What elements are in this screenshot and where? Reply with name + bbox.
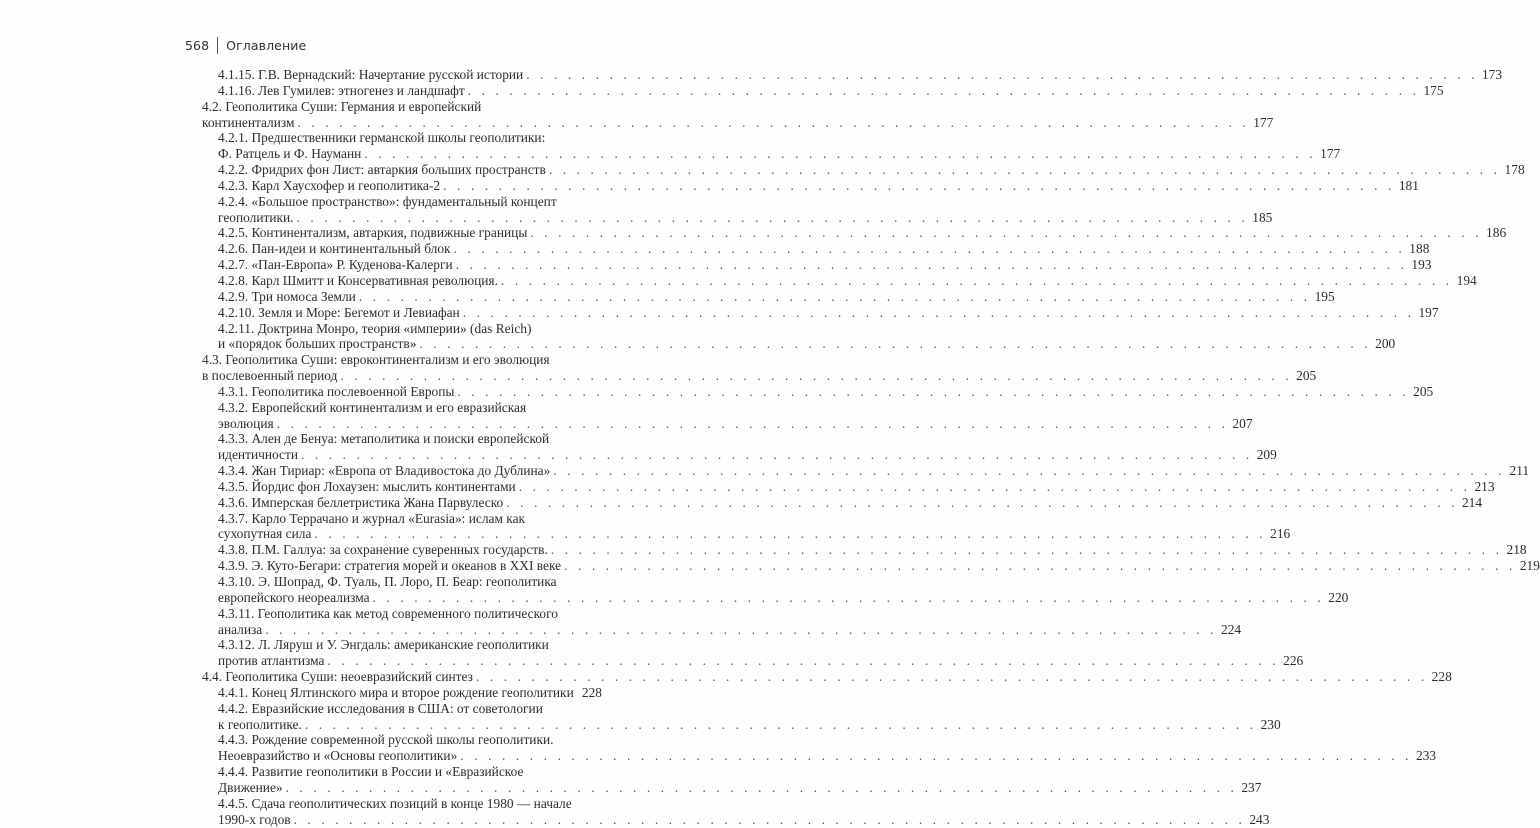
- toc-page-number: 175: [1423, 82, 1444, 98]
- leader-dots: . . . . . . . . . . . . . . . . . . . . . . . . . . . . . . . . . . . . . . . . . . . . . . . . . . . . . . . . . . . . . . . . . . . . .: [296, 209, 1249, 225]
- toc-entry-row: [218, 526, 1291, 542]
- toc-entry-title-line: в послевоенный период: [202, 368, 338, 384]
- toc-page-number: 218: [1506, 542, 1527, 558]
- toc-entry-title-line: анализа: [218, 621, 263, 637]
- toc-entry-title-line: 4.4.3. Рождение современной русской школы геополитики.: [218, 732, 554, 748]
- header-divider: [217, 37, 218, 54]
- toc-entry-row: [218, 447, 1277, 463]
- leader-dots: . . . . . . . . . . . . . . . . . . . . . . . . . . . . . . . . . . . . . . . . . . . . . . . . . . . . . . . . . . . . . . . . . . . . .: [506, 494, 1459, 510]
- toc-subsection-entry: [202, 637, 1304, 669]
- toc-entry-title-line: 4.3.5. Йордис фон Лохаузен: мыслить континентами: [218, 478, 516, 494]
- toc-entry-title-line: эволюция: [218, 415, 274, 431]
- toc-entry-title-line: 4.3.2. Европейский континентализм и его евразийская: [218, 399, 527, 415]
- leader-dots: . . . . . . . . . . . . . . . . . . . . . . . . . . . . . . . . . . . . . . . . . . . . . . . . . . . . . . . . . . . . . . . . . . . . .: [462, 304, 1415, 320]
- leader-dots: [577, 685, 578, 701]
- toc-subsection-entry: [202, 399, 1253, 432]
- toc-entry-row: [218, 257, 1432, 273]
- toc-page-number: 186: [1486, 225, 1507, 241]
- toc-page-number: 194: [1456, 272, 1477, 288]
- toc-entry-title-line: против атлантизма: [218, 653, 325, 669]
- leader-dots: . . . . . . . . . . . . . . . . . . . . . . . . . . . . . . . . . . . . . . . . . . . . . . . . . . . . . . . . . . . . . . . . . . . . .: [285, 779, 1238, 795]
- toc-page-number: 219: [1519, 558, 1540, 574]
- toc-entry-row: [218, 225, 1507, 241]
- toc-entry-title-line: идентичности: [218, 447, 298, 463]
- toc-entry-row: [218, 336, 1396, 352]
- toc-subsection-entry: [202, 241, 1430, 257]
- toc-entry-title-line: 4.4.2. Евразийские исследования в США: от советологии: [218, 700, 543, 716]
- toc-entry-row: [218, 589, 1349, 606]
- toc-page-number: 228: [581, 684, 602, 700]
- toc-entry-title-line: 4.3.9. Э. Куто-Бегари: стратегия морей и океанов в XXI веке: [218, 558, 562, 574]
- leader-dots: . . . . . . . . . . . . . . . . . . . . . . . . . . . . . . . . . . . . . . . . . . . . . . . . . . . . . . . . . . . . . . . . . . . . .: [460, 748, 1413, 764]
- toc-page-number: 197: [1418, 304, 1439, 320]
- leader-dots: . . . . . . . . . . . . . . . . . . . . . . . . . . . . . . . . . . . . . . . . . . . . . . . . . . . . . . . . . . . . . . . . . . . . .: [327, 653, 1280, 669]
- toc-entry-row: [218, 304, 1439, 321]
- toc-entry-row: [218, 478, 1495, 495]
- toc-entry-title-line: 4.2.2. Фридрих фон Лист: автаркия больших пространств: [218, 162, 546, 178]
- toc-entry-title-line: 4.1.15. Г.В. Вернадский: Начертание русской истории: [218, 67, 524, 82]
- toc-entry-title-line: 4.2.6. Пан-идеи и континентальный блок: [218, 241, 451, 257]
- toc-page-number: 226: [1283, 653, 1304, 669]
- toc-entry-title-line: 4.3.11. Геополитика как метод современного политического: [218, 605, 558, 621]
- toc-entry-row: [202, 114, 1274, 131]
- toc-section-entry: [202, 352, 1317, 384]
- toc-entry-title-line: 4.2.1. Предшественники германской школы геополитики:: [218, 130, 546, 146]
- toc-section-entry: [202, 669, 1452, 685]
- toc-subsection-entry: [202, 225, 1507, 241]
- toc-page-number: 211: [1509, 463, 1530, 479]
- leader-dots: . . . . . . . . . . . . . . . . . . . . . . . . . . . . . . . . . . . . . . . . . . . . . . . . . . . . . . . . . . . . . . . . . . . . .: [358, 288, 1311, 304]
- toc-entry-title-line: Движение»: [218, 779, 283, 795]
- toc-entry-row: [218, 494, 1483, 511]
- toc-page-number: 178: [1504, 162, 1525, 178]
- toc-entry-title-line: европейского неореализма: [218, 589, 370, 605]
- toc-page-number: 195: [1314, 288, 1335, 304]
- leader-dots: . . . . . . . . . . . . . . . . . . . . . . . . . . . . . . . . . . . . . . . . . . . . . . . . . . . . . . . . . . . . . . . . . . . . .: [419, 336, 1372, 352]
- toc-entry-title-line: 1990-х годов: [218, 811, 291, 827]
- toc-entry-title-line: 4.2. Геополитика Суши: Германия и европейский: [202, 98, 482, 114]
- toc-entry-title-line: 4.1.16. Лев Гумилев: этногенез и ландшафт: [218, 82, 465, 98]
- toc-page-number: 220: [1328, 589, 1349, 605]
- toc-entry-row: [202, 669, 1452, 685]
- toc-entry-title-line: 4.2.10. Земля и Море: Бегемот и Левиафан: [218, 304, 460, 320]
- toc-entry-row: [218, 653, 1304, 669]
- toc-page-number: 207: [1232, 415, 1253, 431]
- running-header: [185, 36, 306, 54]
- toc-subsection-entry: [202, 463, 1530, 479]
- toc-subsection-entry: [202, 431, 1277, 463]
- toc-entry-title-line: 4.3.1. Геополитика послевоенной Европы: [218, 383, 455, 399]
- toc-subsection-entry: [202, 700, 1281, 733]
- leader-dots: . . . . . . . . . . . . . . . . . . . . . . . . . . . . . . . . . . . . . . . . . . . . . . . . . . . . . . . . . . . . . . . . . . . . .: [304, 716, 1257, 732]
- toc-page-number: 193: [1411, 257, 1432, 273]
- toc-subsection-entry: [202, 67, 1503, 83]
- leader-dots: . . . . . . . . . . . . . . . . . . . . . . . . . . . . . . . . . . . . . . . . . . . . . . . . . . . . . . . . . . . . . . . . . . . . .: [453, 241, 1406, 257]
- toc-subsection-entry: [202, 558, 1540, 574]
- toc-entry-title-line: 4.3.6. Имперская беллетристика Жана Парвулеско: [218, 494, 504, 510]
- leader-dots: . . . . . . . . . . . . . . . . . . . . . . . . . . . . . . . . . . . . . . . . . . . . . . . . . . . . . . . . . . . . . . . . . . . . .: [372, 589, 1325, 605]
- toc-subsection-entry: [202, 82, 1444, 99]
- toc-subsection-entry: [202, 193, 1273, 226]
- toc-entry-title-line: 4.3. Геополитика Суши: евроконтинентализм и его эволюция: [202, 352, 550, 368]
- toc-entry-row: [202, 368, 1317, 384]
- toc-entry-title-line: и «порядок больших пространств»: [218, 336, 417, 352]
- leader-dots: . . . . . . . . . . . . . . . . . . . . . . . . . . . . . . . . . . . . . . . . . . . . . . . . . . . . . . . . . . . . . . . . . . . . .: [455, 257, 1408, 273]
- leader-dots: . . . . . . . . . . . . . . . . . . . . . . . . . . . . . . . . . . . . . . . . . . . . . . . . . . . . . . . . . . . . . . . . . . . . .: [475, 669, 1428, 685]
- toc-entry-row: [218, 82, 1444, 99]
- leader-dots: . . . . . . . . . . . . . . . . . . . . . . . . . . . . . . . . . . . . . . . . . . . . . . . . . . . . . . . . . . . . . . . . . . . . .: [467, 82, 1420, 98]
- leader-dots: . . . . . . . . . . . . . . . . . . . . . . . . . . . . . . . . . . . . . . . . . . . . . . . . . . . . . . . . . . . . . . . . . . . . .: [500, 272, 1453, 288]
- leader-dots: . . . . . . . . . . . . . . . . . . . . . . . . . . . . . . . . . . . . . . . . . . . . . . . . . . . . . . . . . . . . . . . . . . . . .: [340, 368, 1293, 384]
- toc-entry-row: [218, 463, 1530, 479]
- toc-subsection-entry: [202, 272, 1477, 289]
- toc-entry-title-line: континентализм: [202, 114, 295, 130]
- toc-subsection-entry: [202, 494, 1483, 511]
- toc-entry-row: [218, 685, 602, 701]
- toc-entry-title-line: 4.2.5. Континентализм, автаркия, подвижные границы: [218, 225, 528, 241]
- toc-entry-title-line: 4.3.3. Ален де Бенуа: метаполитика и поиски европейской: [218, 431, 550, 447]
- toc-entry-row: [218, 383, 1434, 400]
- toc-page-number: 177: [1320, 146, 1341, 162]
- toc-entry-row: [218, 779, 1262, 796]
- toc-entry-title-line: 4.4.4. Развитие геополитики в России и «Евразийское: [218, 764, 524, 780]
- leader-dots: . . . . . . . . . . . . . . . . . . . . . . . . . . . . . . . . . . . . . . . . . . . . . . . . . . . . . . . . . . . . . . . . . . . . .: [314, 526, 1267, 542]
- toc-subsection-entry: [202, 320, 1396, 353]
- leader-dots: . . . . . . . . . . . . . . . . . . . . . . . . . . . . . . . . . . . . . . . . . . . . . . . . . . . . . . . . . . . . . . . . . . . . .: [564, 558, 1516, 574]
- leader-dots: . . . . . . . . . . . . . . . . . . . . . . . . . . . . . . . . . . . . . . . . . . . . . . . . . . . . . . . . . . . . . . . . . . . . .: [301, 447, 1253, 463]
- toc-entry-title-line: 4.2.8. Карл Шмитт и Консервативная революция.: [218, 272, 498, 288]
- toc-entry-row: [218, 716, 1281, 733]
- toc-entry-title-line: 4.3.10. Э. Шопрад, Ф. Туаль, П. Лоро, П. Беар: геополитика: [218, 574, 557, 589]
- toc-entry-row: [218, 177, 1419, 194]
- toc-entry-title-line: 4.3.7. Карло Террачано и журнал «Eurasia»: ислам как: [218, 510, 526, 526]
- toc-entry-title-line: 4.2.7. «Пан-Европа» Р. Куденова-Калерги: [218, 257, 453, 273]
- leader-dots: . . . . . . . . . . . . . . . . . . . . . . . . . . . . . . . . . . . . . . . . . . . . . . . . . . . . . . . . . . . . . . . . . . . . .: [548, 162, 1501, 178]
- toc-page-number: 243: [1249, 811, 1270, 827]
- toc-entry-row: [218, 621, 1242, 638]
- toc-entry-row: [218, 542, 1527, 558]
- toc-subsection-entry: [202, 764, 1262, 796]
- toc-subsection-entry: [202, 177, 1419, 194]
- toc-entry-row: [218, 241, 1430, 257]
- leader-dots: . . . . . . . . . . . . . . . . . . . . . . . . . . . . . . . . . . . . . . . . . . . . . . . . . . . . . . . . . . . . . . . . . . . . .: [297, 114, 1250, 130]
- toc-entry-title-line: 4.2.9. Три номоса Земли: [218, 288, 356, 304]
- toc-page-number: 216: [1270, 526, 1291, 542]
- toc-subsection-entry: [202, 685, 602, 701]
- toc-entry-title-line: 4.3.8. П.М. Галлуа: за сохранение суверенных государств.: [218, 542, 548, 558]
- toc-entry-title-line: к геополитике.: [218, 716, 302, 732]
- toc-entry-row: [218, 811, 1270, 828]
- leader-dots: . . . . . . . . . . . . . . . . . . . . . . . . . . . . . . . . . . . . . . . . . . . . . . . . . . . . . . . . . . . . . . . . . . . . .: [443, 177, 1395, 193]
- leader-dots: . . . . . . . . . . . . . . . . . . . . . . . . . . . . . . . . . . . . . . . . . . . . . . . . . . . . . . . . . . . . . . . . . . . . .: [530, 225, 1483, 241]
- toc-page-number: 237: [1241, 779, 1262, 795]
- toc-entry-row: [218, 162, 1525, 178]
- toc-entry-title-line: геополитики.: [218, 209, 294, 225]
- toc-page-number: 228: [1431, 669, 1452, 685]
- toc-subsection-entry: [202, 257, 1432, 273]
- leader-dots: . . . . . . . . . . . . . . . . . . . . . . . . . . . . . . . . . . . . . . . . . . . . . . . . . . . . . . . . . . . . . . . . . . . . .: [265, 621, 1218, 637]
- toc-entry-title-line: 4.2.4. «Большое пространство»: фундаментальный концепт: [218, 193, 557, 209]
- page-number: 568: [185, 37, 210, 53]
- toc-entry-title-line: Ф. Ратцель и Ф. Науманн: [218, 146, 362, 162]
- toc-page-number: 177: [1253, 114, 1274, 130]
- toc-subsection-entry: [202, 542, 1527, 558]
- toc-entry-title-line: Неоевразийство и «Основы геополитики»: [218, 748, 458, 764]
- toc-subsection-entry: [202, 574, 1349, 606]
- toc-page-number: 200: [1375, 336, 1396, 352]
- section-title: Оглавление: [226, 37, 307, 53]
- leader-dots: . . . . . . . . . . . . . . . . . . . . . . . . . . . . . . . . . . . . . . . . . . . . . . . . . . . . . . . . . . . . . . . . . . . . .: [276, 415, 1229, 431]
- toc-subsection-entry: [202, 288, 1335, 305]
- toc-entry-row: [218, 748, 1437, 764]
- toc-entry-title-line: сухопутная сила: [218, 526, 312, 542]
- toc-page-number: 214: [1461, 494, 1483, 510]
- leader-dots: . . . . . . . . . . . . . . . . . . . . . . . . . . . . . . . . . . . . . . . . . . . . . . . . . . . . . . . . . . . . . . . . . . . . .: [364, 146, 1317, 162]
- toc-page-number: 173: [1481, 67, 1503, 82]
- toc-page-number: 224: [1221, 621, 1242, 637]
- toc-subsection-entry: [202, 795, 1270, 828]
- toc-entry-row: [218, 272, 1477, 289]
- toc-entry-row: [218, 67, 1503, 83]
- toc-page-number: 205: [1413, 383, 1434, 399]
- toc-entry-title-line: 4.4.5. Сдача геополитических позиций в конце 1980 — начале: [218, 795, 572, 811]
- toc-page-number: 205: [1296, 368, 1317, 384]
- toc-entry-row: [218, 288, 1335, 305]
- leader-dots: . . . . . . . . . . . . . . . . . . . . . . . . . . . . . . . . . . . . . . . . . . . . . . . . . . . . . . . . . . . . . . . . . . . . .: [457, 383, 1410, 399]
- toc-subsection-entry: [202, 304, 1439, 321]
- toc-page-number: 230: [1260, 716, 1281, 732]
- toc-subsection-entry: [202, 383, 1434, 400]
- toc-entry-title-line: 4.3.12. Л. Ляруш и У. Энгдаль: американские геополитики: [218, 637, 549, 653]
- toc-subsection-entry: [202, 510, 1291, 543]
- toc-subsection-entry: [202, 478, 1495, 495]
- leader-dots: . . . . . . . . . . . . . . . . . . . . . . . . . . . . . . . . . . . . . . . . . . . . . . . . . . . . . . . . . . . . . . . . . . . . .: [293, 811, 1246, 827]
- toc-page-number: 181: [1398, 177, 1419, 193]
- toc-subsection-entry: [202, 162, 1525, 178]
- toc-page-number: 188: [1409, 241, 1430, 257]
- toc-entry-row: [218, 146, 1341, 162]
- leader-dots: . . . . . . . . . . . . . . . . . . . . . . . . . . . . . . . . . . . . . . . . . . . . . . . . . . . . . . . . . . . . . . . . . . . . .: [553, 463, 1506, 479]
- toc-subsection-entry: [202, 605, 1242, 638]
- toc-entry-row: [218, 558, 1540, 574]
- toc-entry-row: [218, 209, 1273, 226]
- toc-entry-title-line: 4.2.3. Карл Хаусхофер и геополитика-2: [218, 177, 441, 193]
- leader-dots: . . . . . . . . . . . . . . . . . . . . . . . . . . . . . . . . . . . . . . . . . . . . . . . . . . . . . . . . . . . . . . . . . . . . .: [526, 67, 1479, 82]
- leader-dots: . . . . . . . . . . . . . . . . . . . . . . . . . . . . . . . . . . . . . . . . . . . . . . . . . . . . . . . . . . . . . . . . . . . . .: [518, 478, 1471, 494]
- toc-subsection-entry: [202, 732, 1437, 764]
- toc-page-number: 185: [1252, 209, 1273, 225]
- toc-section-entry: [202, 98, 1274, 131]
- toc-page-number: 213: [1474, 478, 1495, 494]
- toc-entry-title-line: 4.3.4. Жан Тириар: «Европа от Владивостока до Дублина»: [218, 463, 551, 479]
- toc-entry-row: [218, 415, 1253, 432]
- leader-dots: . . . . . . . . . . . . . . . . . . . . . . . . . . . . . . . . . . . . . . . . . . . . . . . . . . . . . . . . . . . . . . . . . . . . .: [550, 542, 1503, 558]
- toc-subsection-entry: [202, 130, 1341, 162]
- toc-entry-title-line: 4.2.11. Доктрина Монро, теория «империи» (das Reich): [218, 320, 532, 336]
- toc-entry-title-line: 4.4.1. Конец Ялтинского мира и второе рождение геополитики: [218, 684, 574, 700]
- toc-page-number: 209: [1256, 447, 1277, 463]
- toc-entry-title-line: 4.4. Геополитика Суши: неоевразийский синтез: [202, 669, 473, 685]
- table-of-contents: [202, 67, 1540, 828]
- toc-page-number: 233: [1416, 748, 1437, 764]
